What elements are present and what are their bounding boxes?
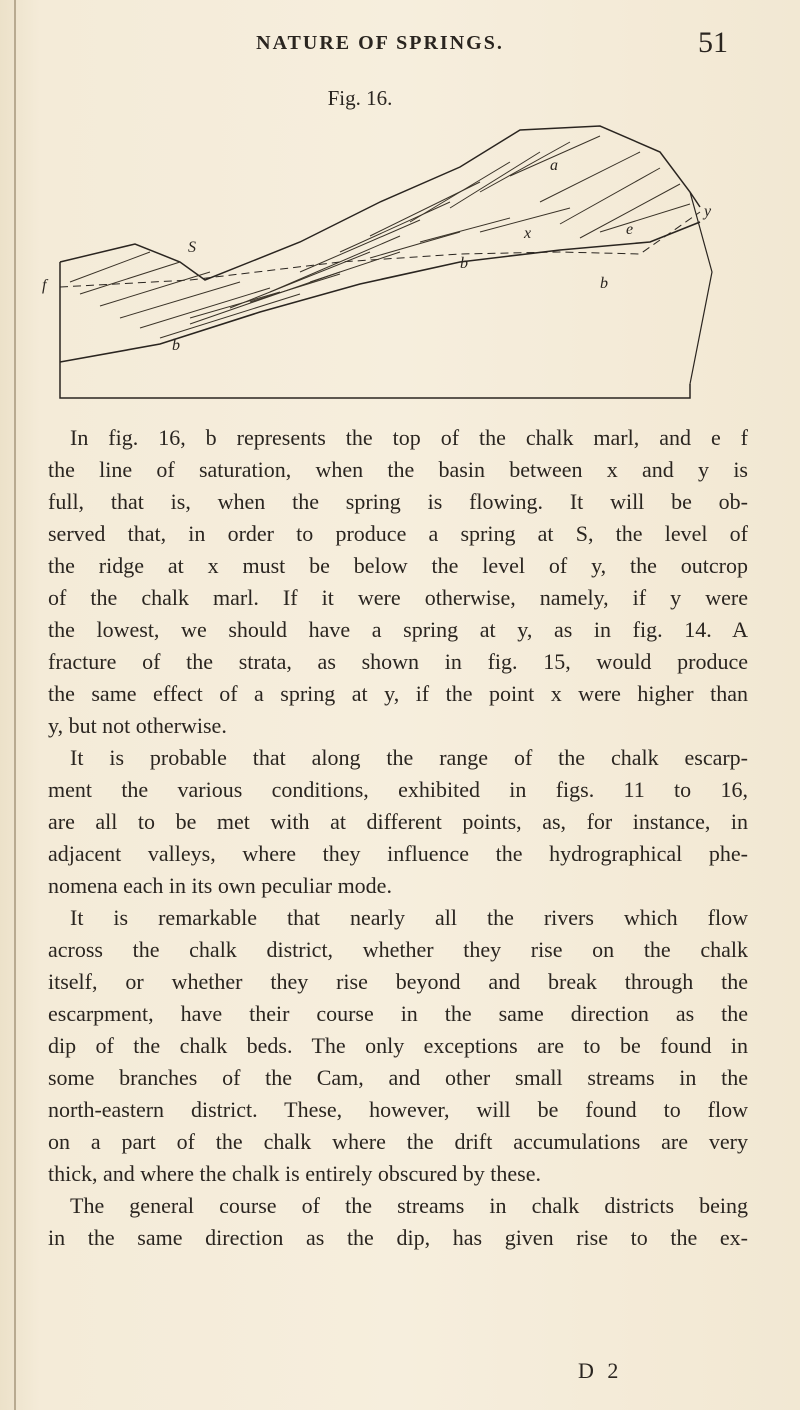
- text-line: y, but not otherwise.: [48, 713, 227, 738]
- text-line: north-eastern district. These, however, will be found to flow: [48, 1097, 748, 1122]
- text-line: dip of the chalk beds. The only exceptions are to be found in: [48, 1033, 748, 1058]
- running-head: [0, 26, 800, 72]
- text-line: some branches of the Cam, and other small streams in the: [48, 1065, 748, 1090]
- text-line: the line of saturation, when the basin between x and y is: [48, 457, 748, 482]
- text-line: thick, and where the chalk is entirely obscured by these.: [48, 1161, 542, 1186]
- text-line: It is remarkable that nearly all the rivers which flow: [70, 905, 748, 930]
- body-text: [48, 422, 748, 1254]
- paragraph-rivers: [48, 902, 748, 1190]
- text-line: It is probable that along the range of the chalk escarp-: [70, 745, 748, 770]
- surface-profile: [60, 126, 700, 280]
- paragraph-general-course: [48, 1190, 748, 1254]
- page-gutter: [14, 0, 16, 1410]
- text-line: escarpment, have their course in the same direction as the: [48, 1001, 748, 1026]
- escarpment-line: [690, 192, 712, 384]
- label-y: y: [704, 203, 712, 220]
- label-b-left: b: [172, 337, 180, 354]
- text-line: itself, or whether they rise beyond and break through the: [48, 969, 748, 994]
- text-line: in the same direction as the dip, has given rise to the ex-: [48, 1225, 748, 1250]
- page-number: 51: [698, 26, 728, 59]
- label-a: a: [550, 157, 558, 174]
- strata-hatching: [70, 136, 690, 338]
- text-line: ment the various conditions, exhibited in figs. 11 to 16,: [48, 777, 748, 802]
- text-line: the lowest, we should have a spring at y, as in fig. 14. A: [48, 617, 748, 642]
- label-e: e: [626, 221, 634, 238]
- text-line: In fig. 16, b represents the top of the chalk marl, and e f: [70, 425, 748, 450]
- running-title: NATURE OF SPRINGS.: [256, 32, 504, 54]
- figure-caption: Fig. 16.: [327, 86, 393, 110]
- text-line: nomena each in its own peculiar mode.: [48, 873, 392, 898]
- paragraph-escarpment: [48, 742, 748, 902]
- label-b-right: b: [600, 275, 608, 292]
- text-line: served that, in order to produce a spring at S, the level of: [48, 521, 748, 546]
- label-f: f: [42, 277, 47, 294]
- paragraph-fig16: [48, 422, 748, 742]
- geological-section-figure: [40, 112, 730, 412]
- text-line: the ridge at x must be below the level of y, the outcrop: [48, 553, 748, 578]
- text-line: of the chalk marl. If it were otherwise, namely, if y were: [48, 585, 748, 610]
- label-b-middle: b: [460, 255, 468, 272]
- label-S: S: [188, 239, 196, 256]
- text-line: fracture of the strata, as shown in fig. 15, would produce: [48, 649, 748, 674]
- chalk-marl-top-line: [60, 222, 700, 362]
- text-line: full, that is, when the spring is flowing. It will be ob-: [48, 489, 748, 514]
- signature-mark: D 2: [578, 1358, 623, 1383]
- section-diagram: [40, 112, 730, 412]
- text-line: adjacent valleys, where they influence the hydrographical phe-: [48, 841, 748, 866]
- label-x: x: [524, 225, 532, 242]
- text-line: the same effect of a spring at y, if the point x were higher than: [48, 681, 748, 706]
- text-line: on a part of the chalk where the drift accumulations are very: [48, 1129, 748, 1154]
- text-line: The general course of the streams in chalk districts being: [70, 1193, 748, 1218]
- text-line: are all to be met with at different points, as, for instance, in: [48, 809, 748, 834]
- text-line: across the chalk district, whether they rise on the chalk: [48, 937, 748, 962]
